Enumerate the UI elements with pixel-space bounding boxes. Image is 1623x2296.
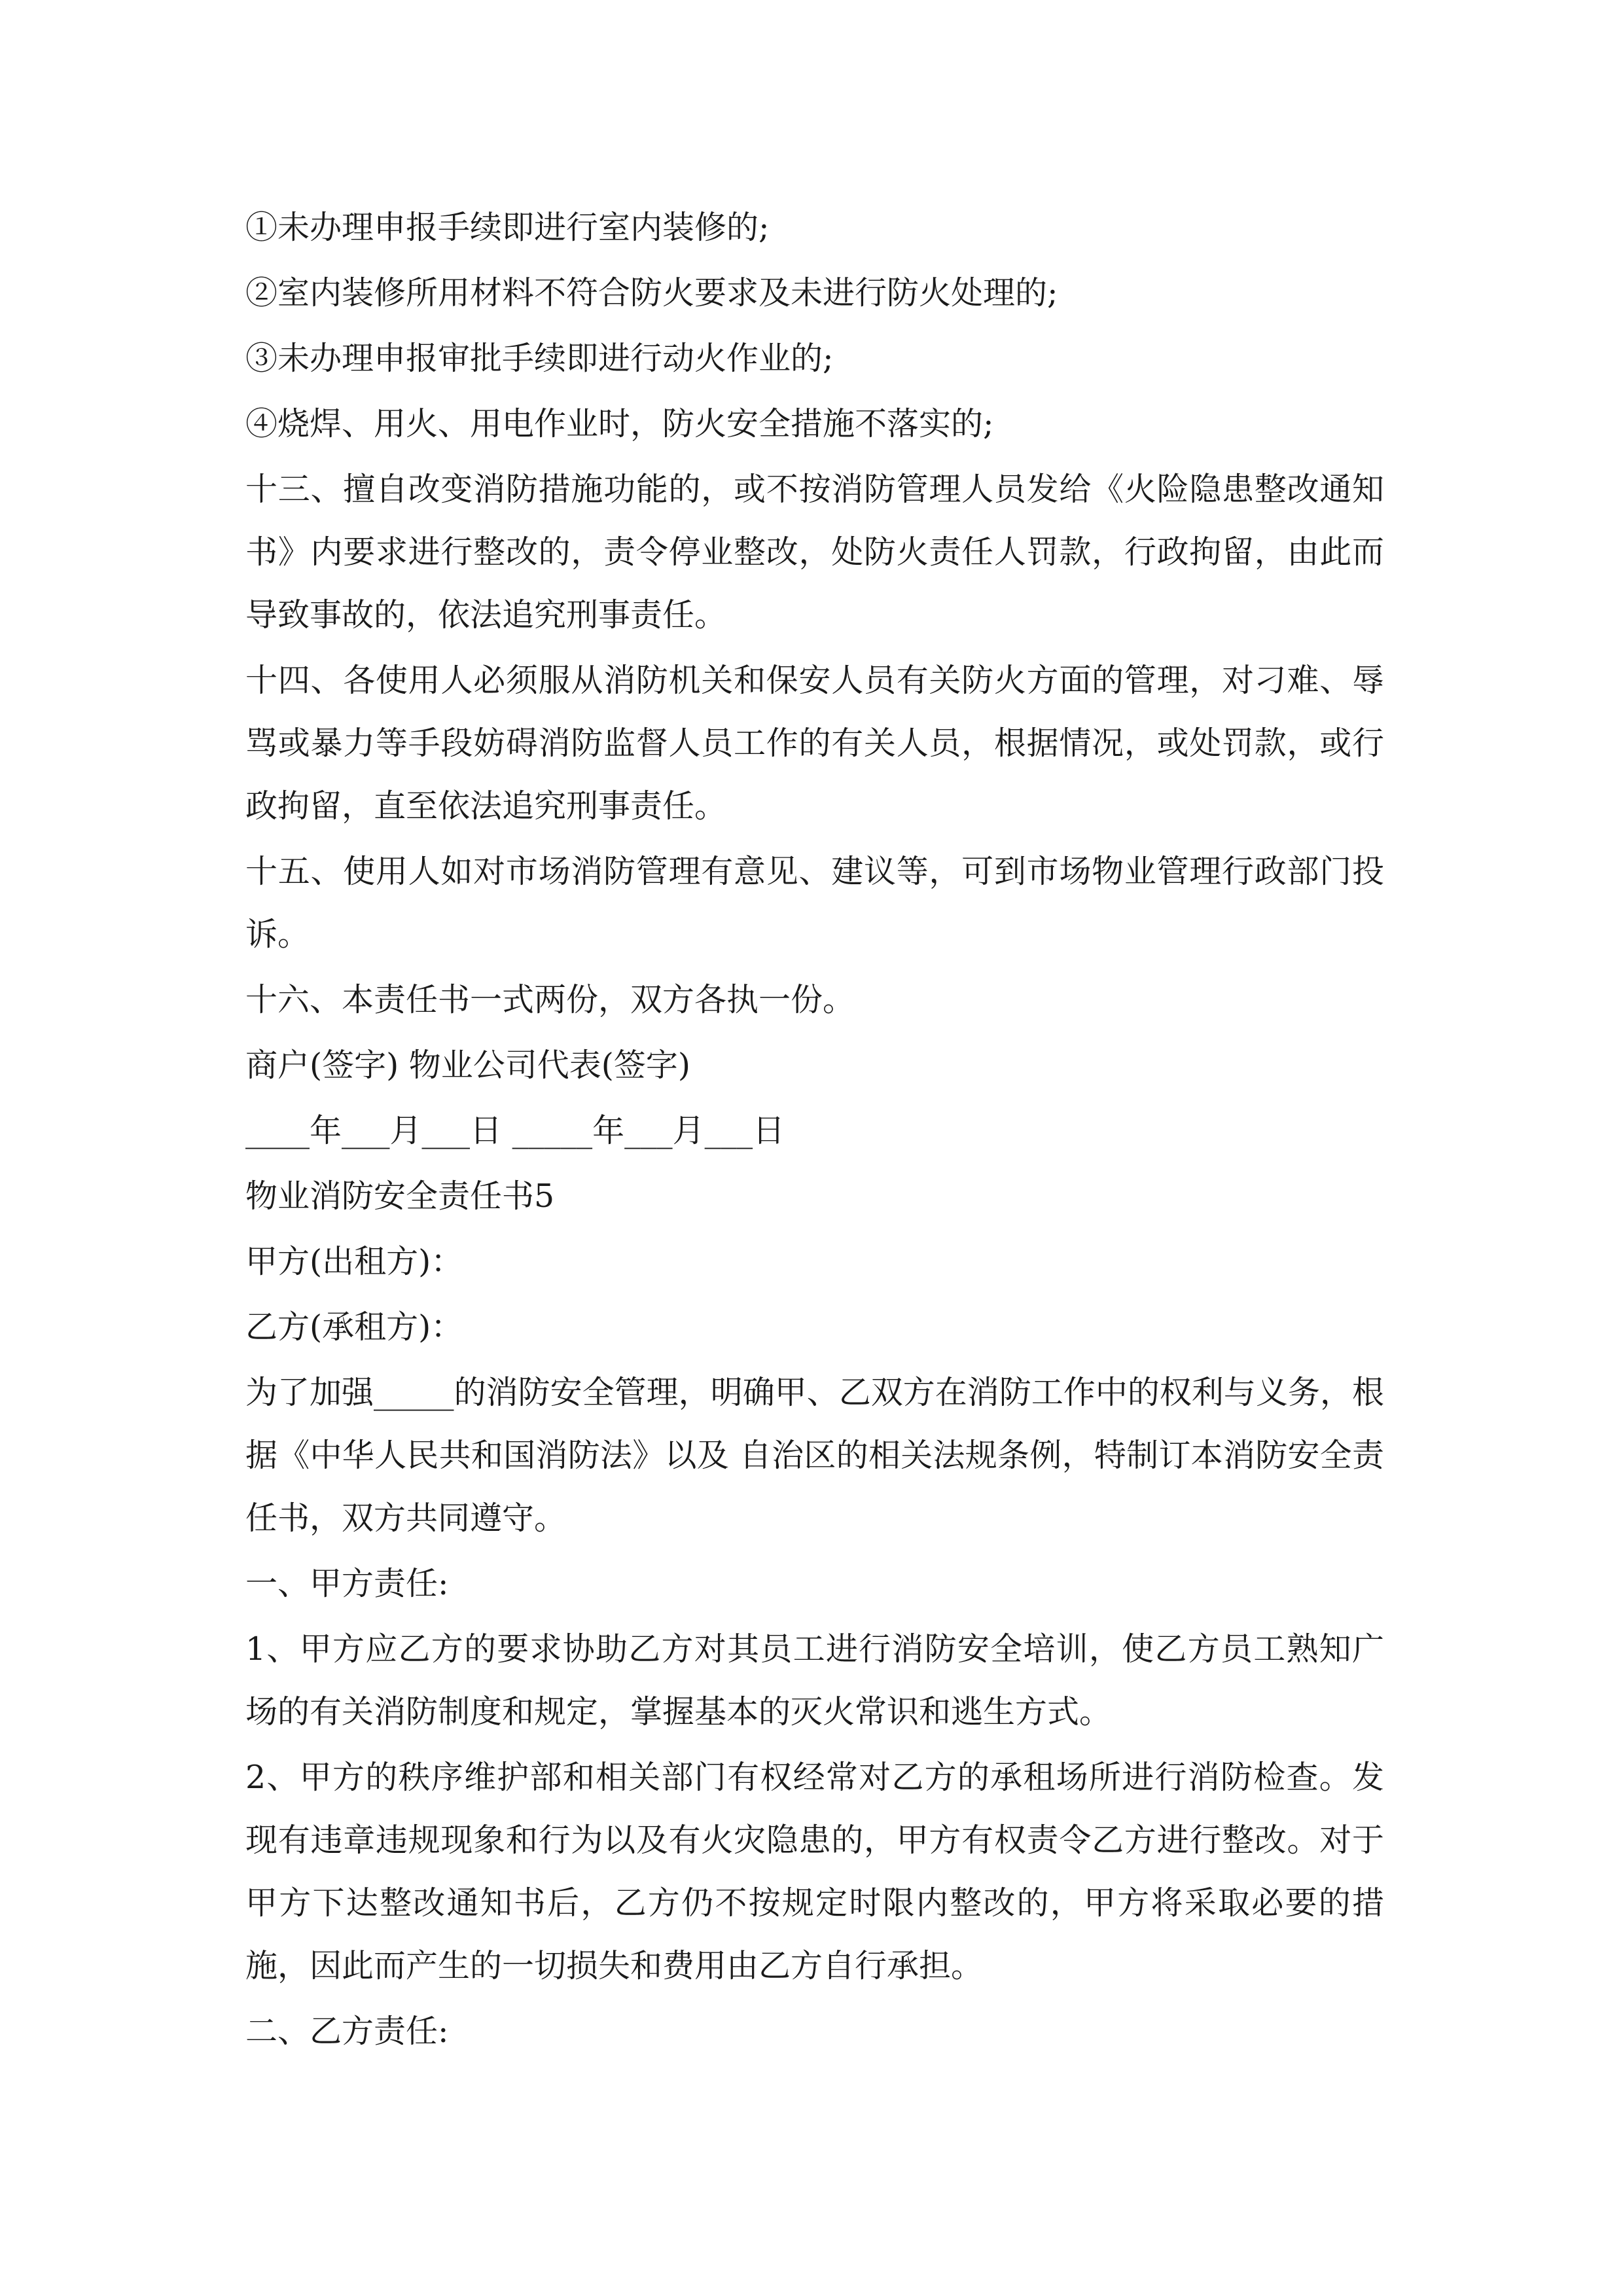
signature-line: 商户(签字) 物业公司代表(签字) (245, 1047, 691, 1084)
list-item-1: ①未办理申报手续即进行室内装修的; (245, 209, 770, 246)
clause-13: 十三、擅自改变消防措施功能的，或不按消防管理人员发给《火险隐患整改通知书》内要求进行整改的，责令停业整改，处防火责任人罚款，行政拘留，由此而导致事故的，依法追究刑事责任。 (245, 471, 1384, 634)
date-line: ____年___月___日 _____年___月___日 (245, 1112, 785, 1149)
section-title: 物业消防安全责任书5 (245, 1177, 555, 1215)
heading-party-b-duties: 二、乙方责任: (245, 2013, 449, 2050)
list-item-2: ②室内装修所用材料不符合防火要求及未进行防火处理的; (245, 274, 1058, 312)
document-body (245, 196, 1384, 2063)
list-item-3: ③未办理申报审批手续即进行动火作业的; (245, 340, 834, 377)
clause-16: 十六、本责任书一式两份，双方各执一份。 (245, 981, 855, 1018)
clause-15: 十五、使用人如对市场消防管理有意见、建议等，可到市场物业管理行政部门投诉。 (245, 853, 1384, 953)
clause-14: 十四、各使用人必须服从消防机关和保安人员有关防火方面的管理，对刁难、辱骂或暴力等手段妨碍消防监督人员工作的有关人员，根据情况，或处罚款，或行政拘留，直至依法追究刑事责任。 (245, 662, 1384, 825)
preamble: 为了加强_____的消防安全管理，明确甲、乙双方在消防工作中的权利与义务，根据《中华人民共和国消防法》以及 自治区的相关法规条例，特制订本消防安全责任书，双方共同遵守。 (245, 1374, 1384, 1537)
heading-party-a-duties: 一、甲方责任: (245, 1565, 449, 1602)
party-a-duty-1: 1、甲方应乙方的要求协助乙方对其员工进行消防安全培训，使乙方员工熟知广场的有关消防制度和规定，掌握基本的灭火常识和逃生方式。 (245, 1630, 1384, 1731)
party-b: 乙方(承租方)： (245, 1308, 463, 1346)
party-a-duty-2: 2、甲方的秩序维护部和相关部门有权经常对乙方的承租场所进行消防检查。发现有违章违规现象和行为以及有火灾隐患的，甲方有权责令乙方进行整改。对于甲方下达整改通知书后，乙方仍不按规定时限内整改的，甲方将采取必要的措施，因此而产生的一切损失和费用由乙方自行承担。 (245, 1759, 1384, 1984)
list-item-4: ④烧焊、用火、用电作业时，防火安全措施不落实的; (245, 405, 994, 442)
party-a: 甲方(出租方)： (245, 1243, 463, 1280)
